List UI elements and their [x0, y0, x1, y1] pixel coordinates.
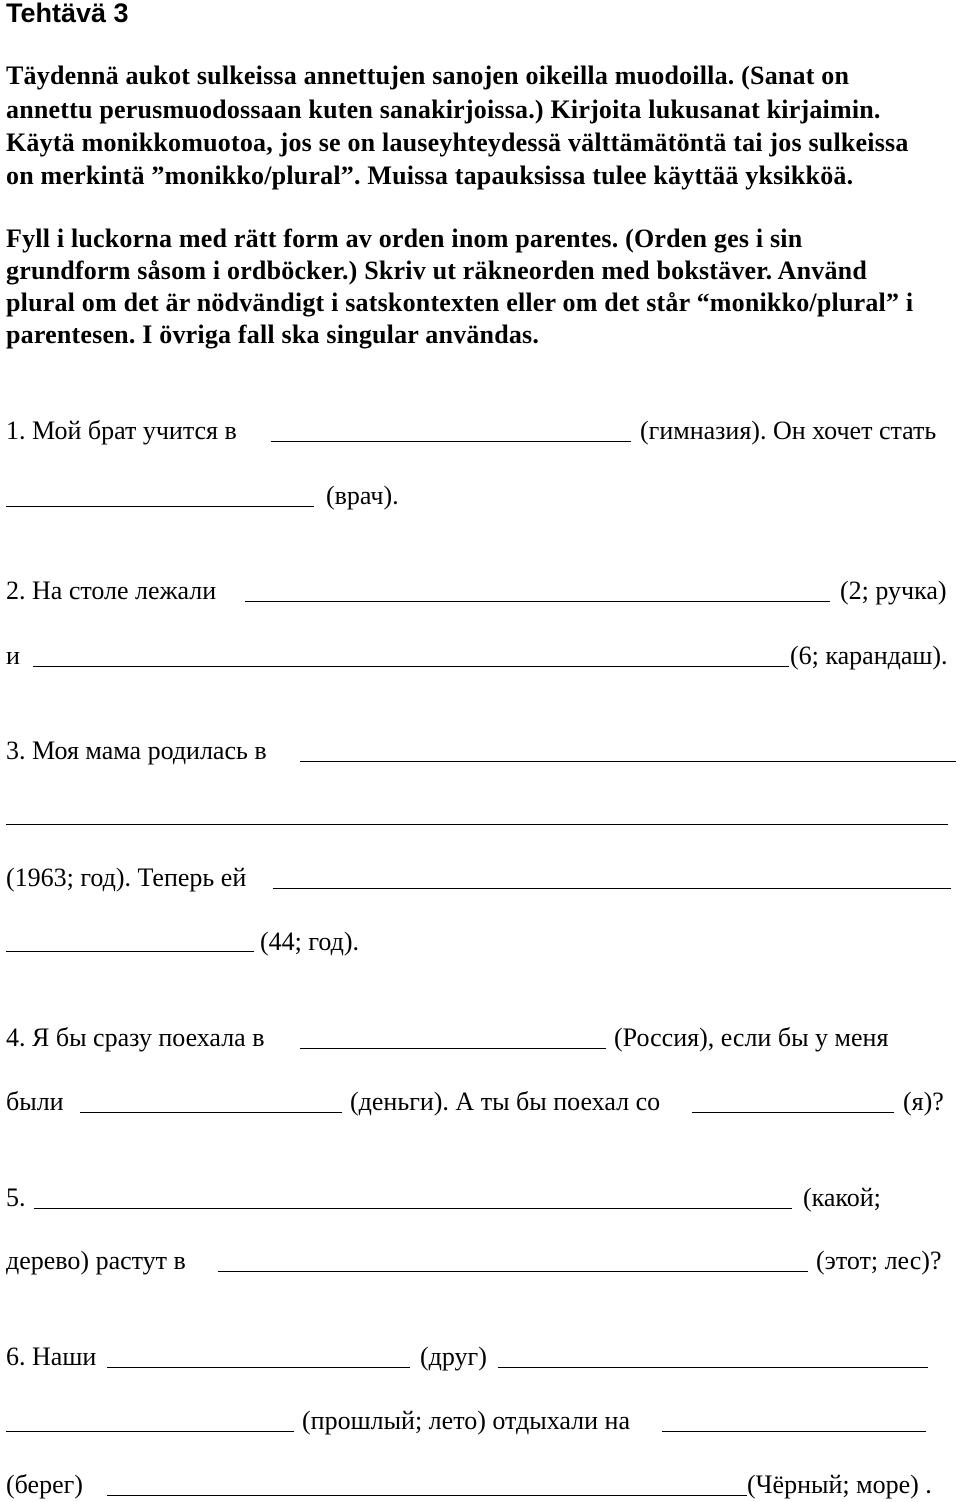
exercise-text: (я)? [903, 1087, 944, 1116]
answer-blank[interactable] [80, 1112, 342, 1113]
exercise-text: (44; год). [260, 927, 360, 956]
answer-blank[interactable] [692, 1112, 894, 1113]
answer-blank[interactable] [218, 1271, 808, 1272]
exercise-text: (прошлый; лето) отдыхали на [302, 1406, 631, 1435]
instruction-line: Käytä monikkomuotoa, jos se on lauseyhteydessä välttämätöntä tai jos sulkeissa [6, 128, 909, 157]
instruction-line: parentesen. I övriga fall ska singular användas. [6, 320, 540, 349]
exercise-text: 1. Мой брат учится в [6, 416, 237, 445]
exercise-text: и [6, 641, 20, 670]
exercise-text: были [6, 1087, 64, 1116]
answer-blank[interactable] [107, 1495, 747, 1496]
instruction-line: Täydennä aukot sulkeissa annettujen sanojen oikeilla muodoilla. (Sanat on [6, 61, 850, 90]
answer-blank[interactable] [107, 1367, 410, 1368]
answer-blank[interactable] [273, 888, 951, 889]
answer-blank[interactable] [300, 761, 956, 762]
exercise-text: (1963; год). Теперь ей [6, 863, 247, 892]
exercise-text: (Россия), если бы у меня [614, 1023, 889, 1052]
answer-blank[interactable] [300, 1048, 606, 1049]
instruction-line: Fyll i luckorna med rätt form av orden inom parentes. (Orden ges i sin [6, 224, 803, 253]
answer-blank[interactable] [33, 666, 789, 667]
exercise-text: (2; ручка) [840, 576, 947, 605]
exercise-text: (врач). [326, 481, 399, 510]
exercise-text: 3. Моя мама родилась в [6, 736, 267, 765]
exercise-text: (берег) [6, 1470, 83, 1499]
instruction-line: grundform såsom i ordböcker.) Skriv ut räkneorden med bokstäver. Använd [6, 256, 867, 285]
exercise-text: (какой; [803, 1183, 881, 1212]
page-title: Tehtävä 3 [6, 0, 129, 28]
exercise-text: 5. [6, 1183, 26, 1212]
answer-blank[interactable] [34, 1208, 792, 1209]
answer-blank[interactable] [6, 951, 254, 952]
instruction-line: annettu perusmuodossaan kuten sanakirjoissa.) Kirjoita lukusanat kirjaimin. [6, 95, 881, 124]
exercise-text: (деньги). А ты бы поехал со [350, 1087, 661, 1116]
exercise-text: 4. Я бы сразу поехала в [6, 1023, 265, 1052]
answer-blank[interactable] [6, 1431, 294, 1432]
exercise-text: дерево) растут в [6, 1246, 186, 1275]
exercise-text: 6. Наши [6, 1342, 97, 1371]
exercise-text: (Чёрный; море) . [747, 1470, 932, 1499]
answer-blank[interactable] [662, 1431, 926, 1432]
answer-blank[interactable] [498, 1367, 928, 1368]
exercise-text: (6; карандаш). [790, 641, 948, 670]
answer-blank[interactable] [6, 824, 948, 825]
answer-blank[interactable] [245, 601, 830, 602]
exercise-text: (друг) [420, 1342, 487, 1371]
instruction-line: on merkintä ”monikko/plural”. Muissa tapauksissa tulee käyttää yksikköä. [6, 161, 854, 190]
exercise-text: (этот; лес)? [816, 1246, 942, 1275]
instruction-line: plural om det är nödvändigt i satskontexten eller om det står “monikko/plural” i [6, 288, 914, 317]
exercise-text: 2. На столе лежали [6, 576, 217, 605]
exercise-text: (гимназия). Он хочет стать [640, 416, 937, 445]
answer-blank[interactable] [271, 441, 631, 442]
answer-blank[interactable] [6, 506, 314, 507]
